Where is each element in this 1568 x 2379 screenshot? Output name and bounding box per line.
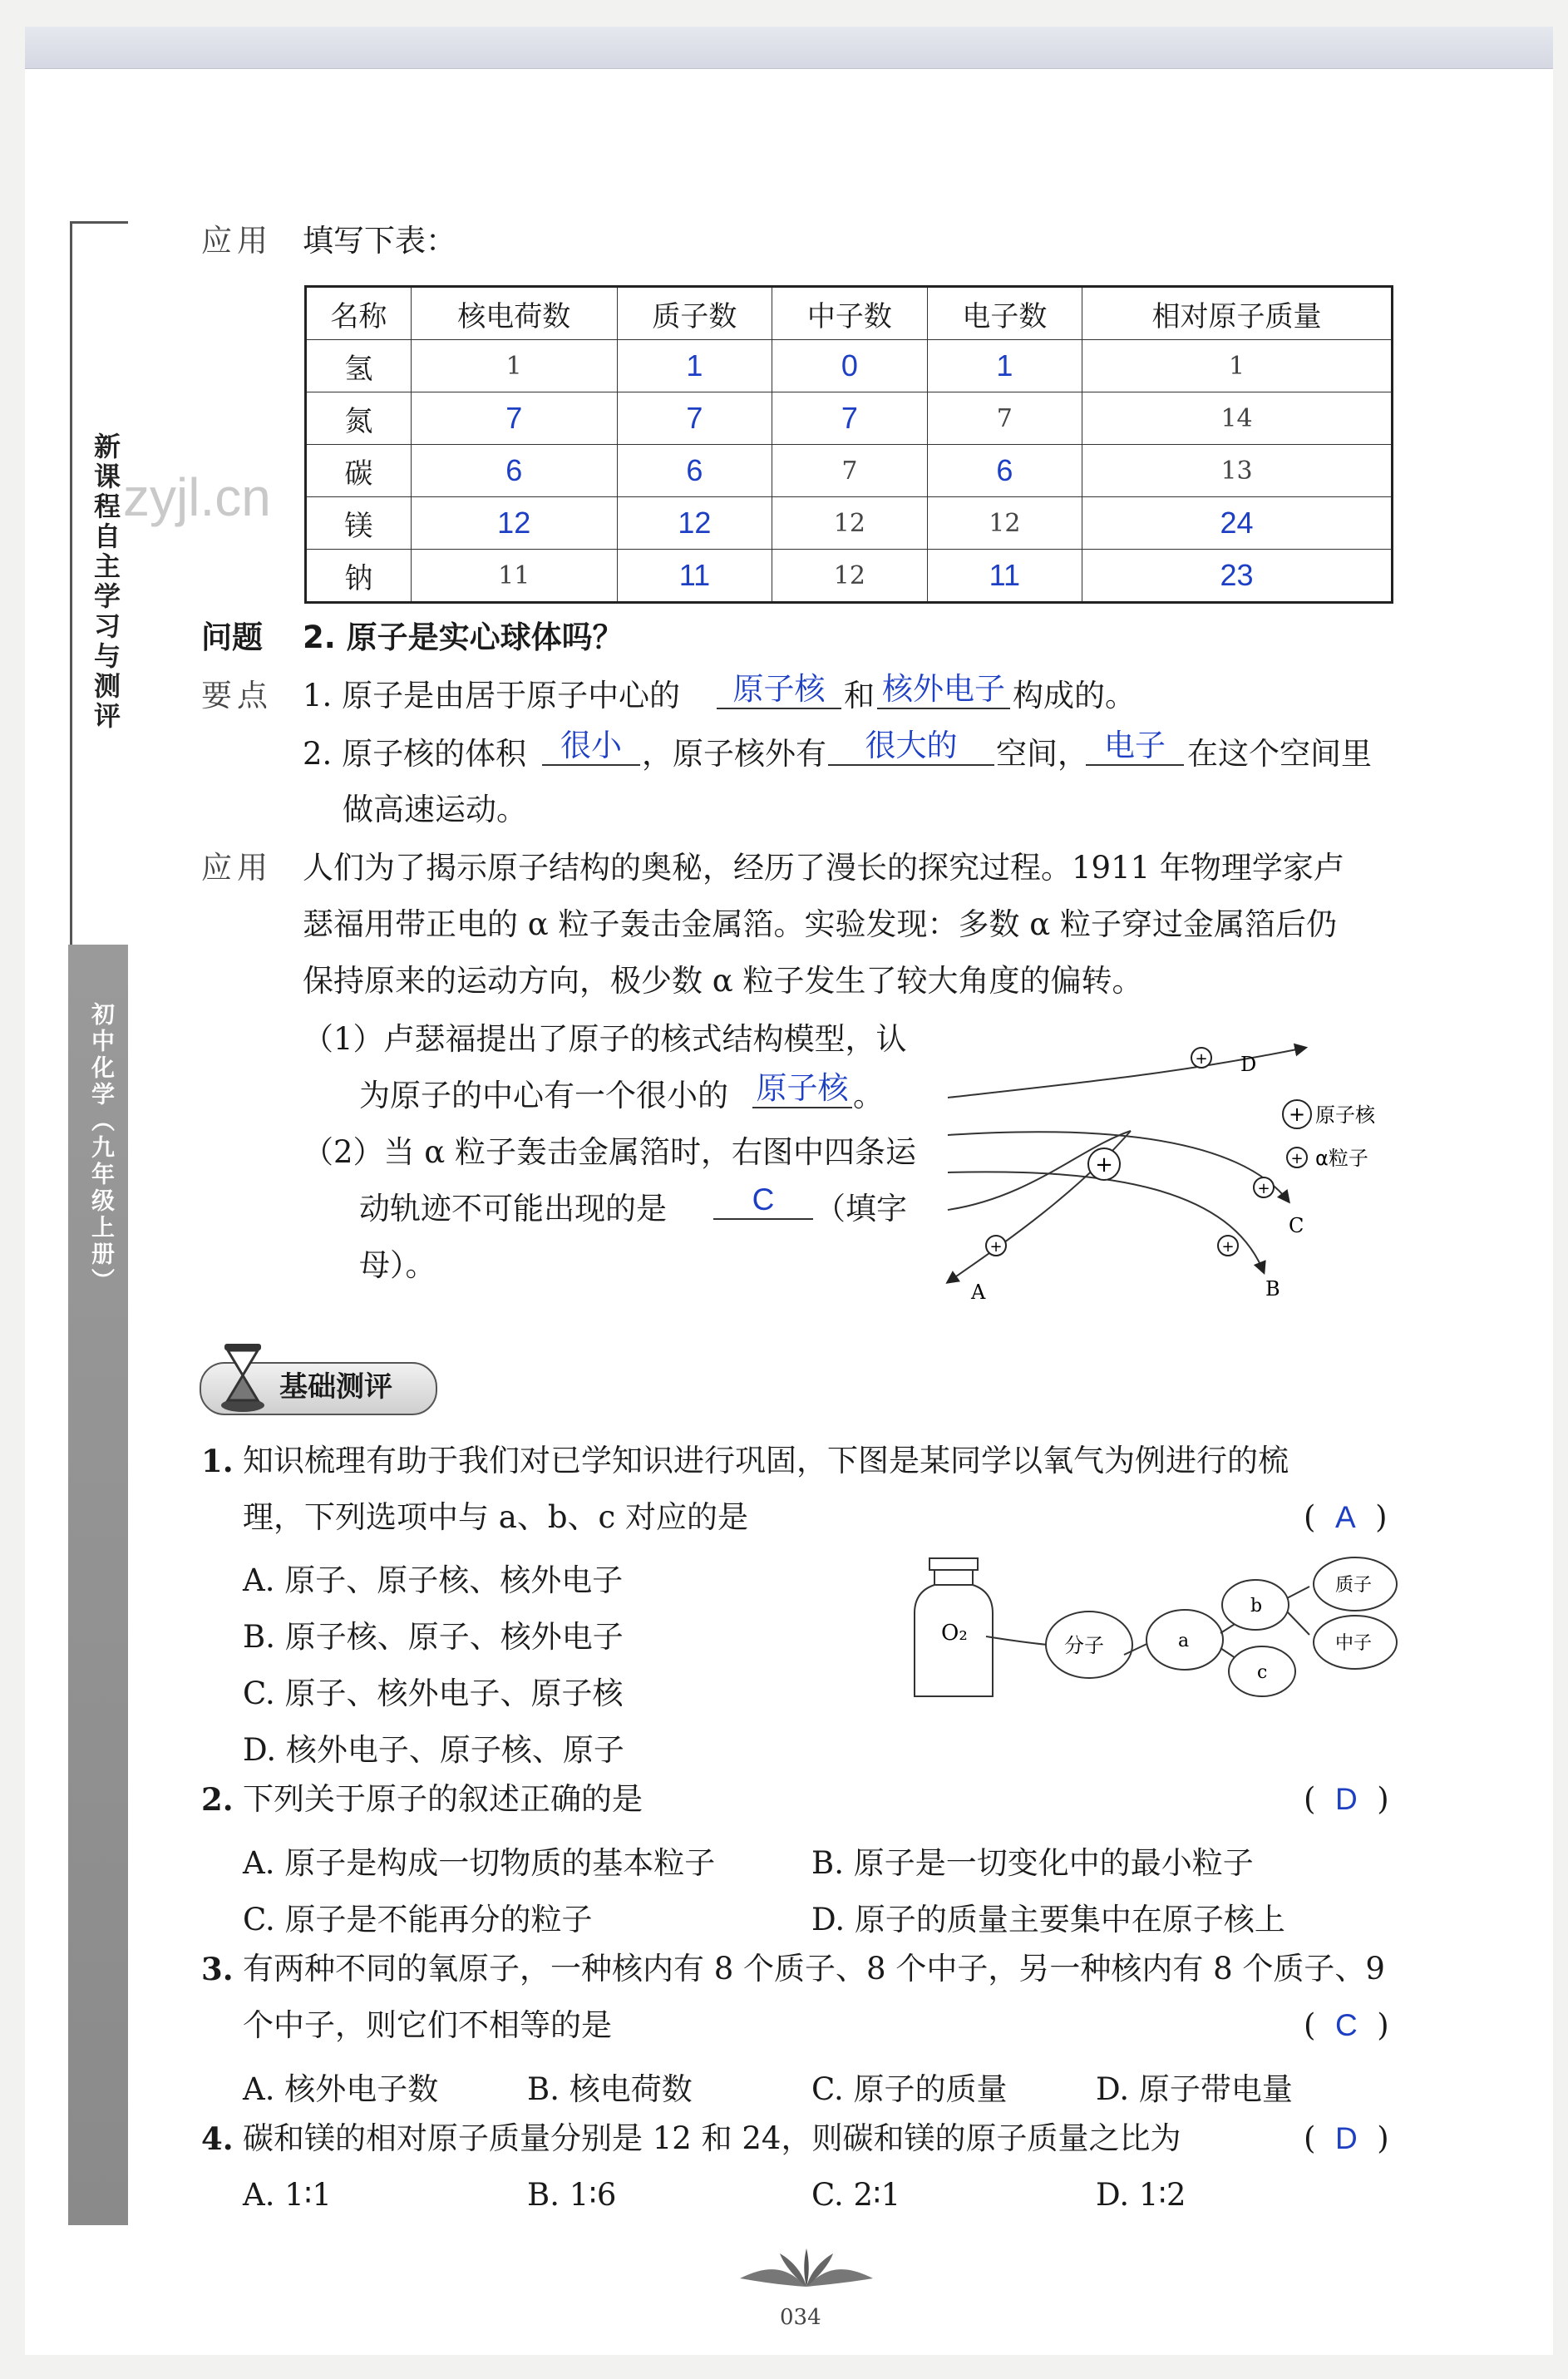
sidebar-book-title: 新课程自主学习与测评 [90,432,121,732]
keypoint2-text-a: 2. 原子核的体积 [303,736,527,772]
exercise1-option-d: D. 核外电子、原子核、原子 [243,1732,624,1768]
exercise3-option-c: C. 原子的质量 [811,2071,1008,2107]
keypoint2-blank1: 很小 [542,728,640,766]
exercise4-number: 4. [201,2120,234,2157]
app2-q2-line1: （2）当 α 粒子轰击金属箔时，右图中四条运 [303,1134,917,1170]
question2-label: 问题 [201,619,263,655]
app2-line3: 保持原来的运动方向，极少数 α 粒子发生了较大角度的偏转。 [303,963,1143,999]
keypoint1-blank2: 核外电子 [877,672,1010,709]
table-cell-answer: 7 [772,392,927,445]
exercise3-answer: C [1334,2008,1358,2042]
alpha-particle-plus-icon [1218,1236,1238,1256]
table-cell-answer: 6 [411,445,617,497]
app1-prompt: 填写下表： [303,223,456,259]
keypoint2-text-e: 做高速运动。 [343,792,527,827]
table-cell: 碳 [306,445,412,497]
svg-text:+: + [1257,1180,1270,1197]
connector [1287,1612,1309,1635]
table-cell-answer: 7 [617,392,772,445]
exercise2-line1: 下列关于原子的叙述正确的是 [243,1781,643,1817]
table-cell-answer: 6 [927,445,1082,497]
alpha-particle-plus-icon [986,1236,1006,1256]
table-cell-answer: 1 [617,340,772,392]
exercise1-line2: 理，下列选项中与 a、b、c 对应的是 [243,1499,748,1535]
table-cell-answer: 12 [411,497,617,550]
label-a: a [1178,1631,1190,1651]
exercise4-option-b: B. 1∶6 [527,2177,617,2213]
watermark: zyjl.cn [123,467,271,527]
table-row [306,340,1393,392]
legend-alpha-label: α粒子 [1315,1147,1368,1170]
table-cell: 13 [1082,445,1393,497]
exercise3-option-d: D. 原子带电量 [1096,2071,1293,2107]
table-row [306,497,1393,550]
exercise1-number: 1. [201,1443,234,1479]
app2-q1-blank: 原子核 [752,1071,852,1108]
app2-label: 应用 [201,850,273,886]
exercise4-answer: D [1334,2121,1358,2155]
section-title: 基础测评 [279,1370,392,1404]
exercise1-line1: 知识梳理有助于我们对已学知识进行巩固，下图是某同学以氧气为例进行的梳 [243,1443,1289,1478]
exercise3-line2: 个中子，则它们不相等的是 [243,2007,612,2043]
table-header-row [306,287,1393,340]
keypoint1-text-b: 和 [844,678,875,713]
trajectory-b [948,1172,1264,1272]
table-cell: 1 [411,340,617,392]
exercise1-option-b: B. 原子核、原子、核外电子 [243,1619,624,1655]
table-cell: 氮 [306,392,412,445]
molecule-label: 分子 [1064,1634,1104,1657]
svg-text:+: + [1221,1238,1235,1256]
table-cell: 11 [411,550,617,603]
proton-label: 质子 [1335,1575,1373,1596]
exercise4-answer-paren: ( D ) [1304,2120,1389,2156]
svg-text:+: + [1288,1103,1306,1126]
table-cell: 12 [927,497,1082,550]
keypoint1-text-c: 构成的。 [1013,678,1136,713]
table-header: 核电荷数 [411,287,617,340]
keypoint1-text-a: 1. 原子是由居于原子中心的 [303,678,681,713]
exercise4-option-d: D. 1∶2 [1096,2177,1186,2213]
exercise3-answer-paren: ( C ) [1304,2007,1389,2043]
keypoint2-text-d: 在这个空间里 [1187,736,1372,772]
keypoint2-blank3: 电子 [1086,728,1184,766]
keypoint2-text-b: ，原子核外有 [642,736,826,772]
atom-table [304,285,1393,604]
table-cell: 1 [1082,340,1393,392]
table-cell-answer: 11 [927,550,1082,603]
table-cell: 7 [927,392,1082,445]
svg-text:+: + [1195,1050,1208,1068]
keypoints-label: 要点 [201,678,273,713]
table-cell: 镁 [306,497,412,550]
table-header: 电子数 [927,287,1082,340]
exercise1-answer: A [1334,1500,1356,1534]
svg-text:+: + [1290,1150,1304,1167]
exercise3-option-b: B. 核电荷数 [527,2071,693,2107]
table-header: 质子数 [617,287,772,340]
exercise2-answer: D [1334,1782,1358,1816]
question2-text: 2. 原子是实心球体吗？ [303,619,624,655]
exercise1-answer-paren: ( A ) [1304,1499,1388,1535]
leaf-ornament-icon [723,2245,890,2303]
exercise1-option-c: C. 原子、核外电子、原子核 [243,1676,624,1711]
exercise4-line1: 碳和镁的相对原子质量分别是 12 和 24，则碳和镁的原子质量之比为 [243,2120,1181,2156]
table-cell-answer: 0 [772,340,927,392]
table-cell-answer: 23 [1082,550,1393,603]
app2-q2-end: （填字 [815,1191,907,1227]
label-c: C [1289,1214,1304,1237]
table-row [306,550,1393,603]
table-cell-answer: 7 [411,392,617,445]
app2-q1-line2: 为原子的中心有一个很小的 [359,1078,728,1113]
svg-text:+: + [989,1238,1003,1256]
table-header: 名称 [306,287,412,340]
top-band [25,27,1553,69]
connector [986,1636,1048,1645]
table-cell-answer: 1 [927,340,1082,392]
table-cell: 12 [772,497,927,550]
exercise2-option-a: A. 原子是构成一切物质的基本粒子 [243,1845,716,1881]
neutron-label: 中子 [1335,1633,1373,1654]
nucleus-plus-icon [1088,1148,1120,1180]
table-cell-answer: 24 [1082,497,1393,550]
legend-alpha-plus-icon [1287,1148,1307,1167]
label-c: c [1257,1662,1268,1683]
app2-line1: 人们为了揭示原子结构的奥秘，经历了漫长的探究过程。1911 年物理学家卢 [303,850,1344,886]
alpha-particle-plus-icon [1191,1048,1211,1068]
table-row [306,445,1393,497]
app2-q2-line3: 母）。 [359,1247,436,1283]
exercise1-option-a: A. 原子、原子核、核外电子 [243,1562,624,1598]
exercise2-option-d: D. 原子的质量主要集中在原子核上 [811,1902,1285,1937]
label-d: D [1240,1053,1257,1076]
bottle-label: O₂ [941,1621,968,1646]
keypoint1-blank1: 原子核 [717,672,841,709]
label-b: B [1265,1277,1280,1301]
app1-label: 应用 [201,223,273,259]
app2-q1-line1: （1）卢瑟福提出了原子的核式结构模型，认 [303,1021,907,1057]
sidebar-grade-title: 初中化学（九年级上册） [88,1002,116,1295]
table-cell: 14 [1082,392,1393,445]
table-cell-answer: 12 [617,497,772,550]
exercise2-option-c: C. 原子是不能再分的粒子 [243,1902,593,1937]
connector [1287,1587,1309,1598]
exercise2-answer-paren: ( D ) [1304,1781,1389,1817]
legend-nucleus-label: 原子核 [1315,1103,1375,1127]
exercise2-number: 2. [201,1781,234,1818]
table-row [306,392,1393,445]
app2-q2-blank: C [713,1182,813,1220]
table-cell: 氢 [306,340,412,392]
label-a: A [971,1281,986,1304]
table-cell-answer: 6 [617,445,772,497]
exercise3-number: 3. [201,1951,234,1987]
label-b: b [1250,1596,1263,1616]
table-header: 相对原子质量 [1082,287,1393,340]
app2-q1-end: 。 [853,1078,884,1113]
keypoint2-text-c: 空间， [996,736,1088,772]
exercise2-option-b: B. 原子是一切变化中的最小粒子 [811,1845,1254,1881]
page-number: 034 [780,2305,821,2330]
exercise3-line1: 有两种不同的氧原子，一种核内有 8 个质子、8 个中子，另一种核内有 8 个质子、9 [243,1951,1385,1987]
oxygen-concept-diagram [906,1547,1405,1713]
legend-nucleus-plus-icon [1283,1100,1311,1128]
table-cell: 12 [772,550,927,603]
table-header: 中子数 [772,287,927,340]
app2-line2: 瑟福用带正电的 α 粒子轰击金属箔。实验发现：多数 α 粒子穿过金属箔后仍 [303,906,1338,942]
alpha-scattering-diagram [931,1031,1413,1314]
app2-q2-line2: 动轨迹不可能出现的是 [359,1191,667,1227]
exercise3-option-a: A. 核外电子数 [243,2071,439,2107]
table-cell: 钠 [306,550,412,603]
exercise4-option-c: C. 2∶1 [811,2177,901,2213]
alpha-particle-plus-icon [1254,1177,1274,1197]
table-cell: 7 [772,445,927,497]
keypoint2-blank2: 很大的 [828,728,994,766]
svg-text:+: + [1095,1152,1113,1177]
exercise4-option-a: A. 1∶1 [243,2177,332,2213]
table-cell-answer: 11 [617,550,772,603]
hourglass-icon [218,1340,268,1414]
sidebar-top-frame [70,221,87,945]
